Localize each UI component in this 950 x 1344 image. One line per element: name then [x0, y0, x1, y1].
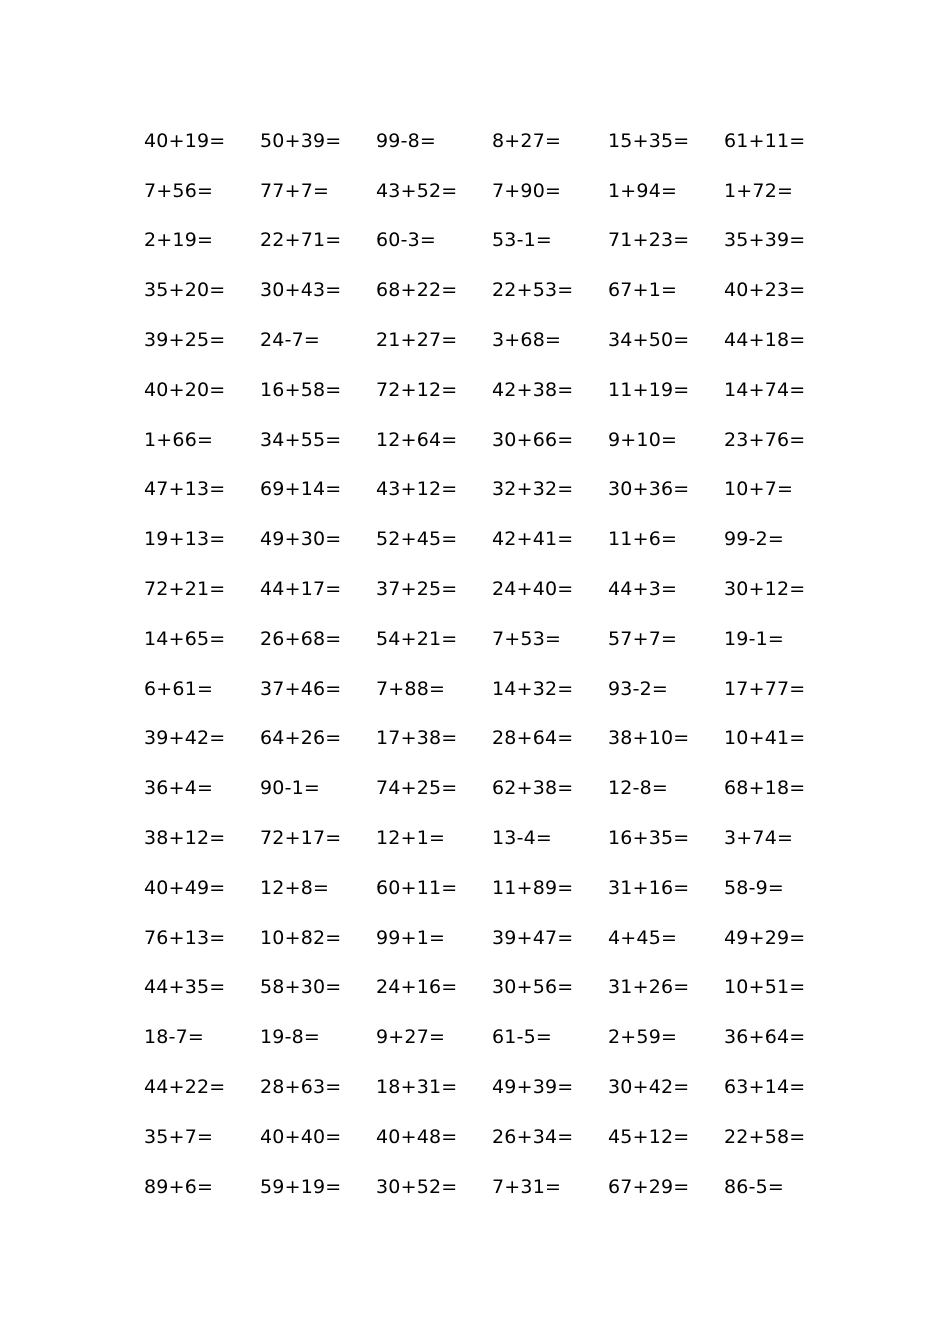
arithmetic-problem: 18+31= [376, 1076, 458, 1099]
arithmetic-problem: 24+16= [376, 976, 458, 999]
arithmetic-problem: 40+19= [144, 129, 226, 152]
arithmetic-problem: 7+56= [144, 179, 214, 202]
arithmetic-problem: 17+77= [724, 677, 806, 700]
arithmetic-problem: 35+20= [144, 279, 226, 302]
arithmetic-problem: 10+51= [724, 976, 806, 999]
arithmetic-problem: 52+45= [376, 528, 458, 551]
arithmetic-problem: 44+18= [724, 329, 806, 352]
arithmetic-problem: 19-1= [724, 627, 785, 650]
arithmetic-problem: 32+32= [492, 478, 574, 501]
arithmetic-problem: 2+19= [144, 229, 214, 252]
arithmetic-problem: 60+11= [376, 876, 458, 899]
arithmetic-problem: 7+31= [492, 1175, 562, 1198]
arithmetic-problem: 71+23= [608, 229, 690, 252]
arithmetic-problem: 34+55= [260, 428, 342, 451]
arithmetic-problem: 11+6= [608, 528, 678, 551]
arithmetic-problem: 10+41= [724, 727, 806, 750]
arithmetic-problem: 1+72= [724, 179, 794, 202]
arithmetic-problem: 89+6= [144, 1175, 214, 1198]
arithmetic-problem: 38+12= [144, 827, 226, 850]
arithmetic-problem: 30+52= [376, 1175, 458, 1198]
arithmetic-problem: 67+29= [608, 1175, 690, 1198]
arithmetic-problem: 49+29= [724, 926, 806, 949]
arithmetic-problem: 9+27= [376, 1026, 446, 1049]
arithmetic-problem: 24+40= [492, 578, 574, 601]
arithmetic-problem: 99+1= [376, 926, 446, 949]
arithmetic-problem: 8+27= [492, 129, 562, 152]
arithmetic-problem: 30+36= [608, 478, 690, 501]
arithmetic-problem: 90-1= [260, 777, 321, 800]
arithmetic-problem: 1+66= [144, 428, 214, 451]
arithmetic-problem: 35+7= [144, 1125, 214, 1148]
arithmetic-problem: 72+21= [144, 578, 226, 601]
arithmetic-problem: 39+25= [144, 329, 226, 352]
arithmetic-problem: 63+14= [724, 1076, 806, 1099]
arithmetic-problem: 99-2= [724, 528, 785, 551]
arithmetic-problem: 17+38= [376, 727, 458, 750]
arithmetic-problem: 14+32= [492, 677, 574, 700]
arithmetic-problem: 39+47= [492, 926, 574, 949]
arithmetic-problem: 28+64= [492, 727, 574, 750]
arithmetic-problem: 19+13= [144, 528, 226, 551]
arithmetic-problem: 30+12= [724, 578, 806, 601]
arithmetic-problem: 7+90= [492, 179, 562, 202]
arithmetic-problem: 10+82= [260, 926, 342, 949]
arithmetic-problem: 40+20= [144, 378, 226, 401]
arithmetic-problem: 31+16= [608, 876, 690, 899]
arithmetic-problem: 12+1= [376, 827, 446, 850]
arithmetic-problem: 45+12= [608, 1125, 690, 1148]
arithmetic-problem: 68+22= [376, 279, 458, 302]
arithmetic-problem: 36+64= [724, 1026, 806, 1049]
arithmetic-problem: 7+53= [492, 627, 562, 650]
arithmetic-problem: 64+26= [260, 727, 342, 750]
arithmetic-problem: 38+10= [608, 727, 690, 750]
arithmetic-problem: 72+12= [376, 378, 458, 401]
arithmetic-problem: 23+76= [724, 428, 806, 451]
arithmetic-problem: 34+50= [608, 329, 690, 352]
arithmetic-problem: 61+11= [724, 129, 806, 152]
arithmetic-problem: 12+8= [260, 876, 330, 899]
arithmetic-problem: 36+4= [144, 777, 214, 800]
arithmetic-problem: 57+7= [608, 627, 678, 650]
arithmetic-problem: 67+1= [608, 279, 678, 302]
arithmetic-problem: 47+13= [144, 478, 226, 501]
arithmetic-problem: 28+63= [260, 1076, 342, 1099]
arithmetic-problem: 22+71= [260, 229, 342, 252]
arithmetic-problem: 26+68= [260, 627, 342, 650]
arithmetic-problem: 76+13= [144, 926, 226, 949]
arithmetic-problem: 72+17= [260, 827, 342, 850]
arithmetic-problem: 24-7= [260, 329, 321, 352]
arithmetic-problem: 12-8= [608, 777, 669, 800]
arithmetic-problem: 21+27= [376, 329, 458, 352]
arithmetic-problem: 10+7= [724, 478, 794, 501]
arithmetic-problem: 60-3= [376, 229, 437, 252]
arithmetic-problem: 15+35= [608, 129, 690, 152]
arithmetic-problem: 3+74= [724, 827, 794, 850]
problem-grid [144, 116, 840, 1212]
arithmetic-problem: 3+68= [492, 329, 562, 352]
arithmetic-problem: 37+46= [260, 677, 342, 700]
arithmetic-problem: 59+19= [260, 1175, 342, 1198]
arithmetic-problem: 40+40= [260, 1125, 342, 1148]
arithmetic-problem: 99-8= [376, 129, 437, 152]
arithmetic-problem: 22+53= [492, 279, 574, 302]
arithmetic-problem: 30+43= [260, 279, 342, 302]
arithmetic-problem: 31+26= [608, 976, 690, 999]
arithmetic-problem: 40+23= [724, 279, 806, 302]
arithmetic-problem: 53-1= [492, 229, 553, 252]
arithmetic-problem: 49+39= [492, 1076, 574, 1099]
arithmetic-problem: 42+38= [492, 378, 574, 401]
arithmetic-problem: 6+61= [144, 677, 214, 700]
arithmetic-problem: 86-5= [724, 1175, 785, 1198]
arithmetic-problem: 77+7= [260, 179, 330, 202]
arithmetic-problem: 9+10= [608, 428, 678, 451]
arithmetic-problem: 16+35= [608, 827, 690, 850]
arithmetic-problem: 19-8= [260, 1026, 321, 1049]
arithmetic-problem: 61-5= [492, 1026, 553, 1049]
arithmetic-problem: 62+38= [492, 777, 574, 800]
arithmetic-problem: 26+34= [492, 1125, 574, 1148]
arithmetic-problem: 11+89= [492, 876, 574, 899]
arithmetic-problem: 40+48= [376, 1125, 458, 1148]
arithmetic-problem: 37+25= [376, 578, 458, 601]
arithmetic-problem: 44+35= [144, 976, 226, 999]
arithmetic-problem: 4+45= [608, 926, 678, 949]
arithmetic-problem: 14+74= [724, 378, 806, 401]
arithmetic-problem: 12+64= [376, 428, 458, 451]
arithmetic-problem: 44+17= [260, 578, 342, 601]
arithmetic-problem: 18-7= [144, 1026, 205, 1049]
arithmetic-problem: 58-9= [724, 876, 785, 899]
arithmetic-problem: 44+22= [144, 1076, 226, 1099]
arithmetic-problem: 2+59= [608, 1026, 678, 1049]
arithmetic-problem: 30+42= [608, 1076, 690, 1099]
arithmetic-problem: 68+18= [724, 777, 806, 800]
arithmetic-problem: 30+56= [492, 976, 574, 999]
arithmetic-problem: 40+49= [144, 876, 226, 899]
arithmetic-problem: 44+3= [608, 578, 678, 601]
arithmetic-problem: 13-4= [492, 827, 553, 850]
arithmetic-problem: 54+21= [376, 627, 458, 650]
arithmetic-problem: 11+19= [608, 378, 690, 401]
arithmetic-problem: 74+25= [376, 777, 458, 800]
arithmetic-problem: 42+41= [492, 528, 574, 551]
arithmetic-problem: 43+52= [376, 179, 458, 202]
arithmetic-problem: 39+42= [144, 727, 226, 750]
arithmetic-problem: 43+12= [376, 478, 458, 501]
arithmetic-problem: 1+94= [608, 179, 678, 202]
arithmetic-problem: 14+65= [144, 627, 226, 650]
arithmetic-problem: 30+66= [492, 428, 574, 451]
arithmetic-problem: 35+39= [724, 229, 806, 252]
arithmetic-problem: 93-2= [608, 677, 669, 700]
arithmetic-problem: 16+58= [260, 378, 342, 401]
arithmetic-problem: 22+58= [724, 1125, 806, 1148]
arithmetic-problem: 58+30= [260, 976, 342, 999]
arithmetic-problem: 50+39= [260, 129, 342, 152]
arithmetic-problem: 49+30= [260, 528, 342, 551]
arithmetic-problem: 7+88= [376, 677, 446, 700]
arithmetic-problem: 69+14= [260, 478, 342, 501]
